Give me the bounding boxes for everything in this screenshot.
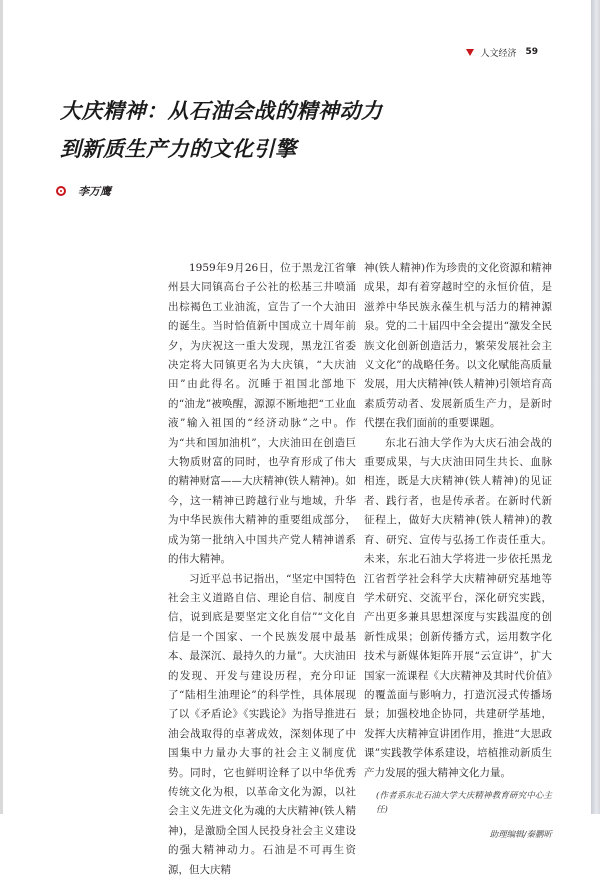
section-name: 人文经济	[480, 46, 516, 59]
title-line-1: 大庆精神：从石油会战的精神动力	[60, 92, 490, 130]
text-column-left	[168, 259, 356, 880]
paragraph: 习近平总书记指出，“坚定中国特色社会主义道路自信、理论自信、制度自信，说到底是要坚定文化自信”“文化自信是一个国家、一个民族发展中最基本、最深沉、最持久的力量”。大庆油田的发现、开发与建设历程，充分印证了“陆相生油理论”的科学性，具体展现了以《矛盾论》《实践论》为指导推进石油会战取得的卓著成效，深刻体现了中国集中力量办大事的社会主义制度优势。同时，它也鲜明诠释了以中华优秀传统文化为根，以革命文化为源，以社会主义先进文化为魂的大庆精神(铁人精神)，是激励全国人民投身社会主义建设的强大精神动力。石油是不可再生资源，但大庆精	[168, 570, 356, 880]
running-header	[466, 45, 538, 59]
title-line-2: 到新质生产力的文化引擎	[60, 130, 490, 168]
author-byline	[56, 183, 111, 199]
author-note: (作者系东北石油大学大庆精神教育研究中心主任)	[364, 789, 552, 817]
page-number: 59	[525, 47, 538, 57]
author-name: 李万鹰	[78, 183, 111, 199]
paragraph: 神(铁人精神)作为珍贵的文化资源和精神成果，却有着穿越时空的永恒价值，是滋养中华民族永葆生机与活力的精神源泉。党的二十届四中全会提出“激发全民族文化创新创造活力，繁荣发展社会主义文化”的战略任务。以文化赋能高质量发展，用大庆精神(铁人精神)引领培育高素质劳动者、发展新质生产力，是新时代摆在我们面前的重要课题。	[364, 259, 552, 434]
editor-credit: 助理编辑/秦鹏昕	[364, 826, 552, 845]
paragraph: 东北石油大学作为大庆石油会战的重要成果，与大庆油田同生共长、血脉相连，既是大庆精神(铁人精神)的见证者、践行者，也是传承者。在新时代新征程上，做好大庆精神(铁人精神)的教育、研究、宣传与弘扬工作责任重大。未来，东北石油大学将进一步依托黑龙江省哲学社会科学大庆精神研究基地等学术研究、交流平台，深化研究实践，产出更多兼具思想深度与实践温度的创新性成果；创新传播方式，运用数字化技术与新媒体矩阵开展“云宣讲”，扩大国家一流课程《大庆精神及其时代价值》的覆盖面与影响力，打造沉浸式传播场景；加强校地企协同，共建研学基地，发挥大庆精神宣讲团作用，推进“大思政课”实践教学体系建设，培植推动新质生产力发展的强大精神文化力量。	[364, 434, 552, 783]
text-column-right	[364, 259, 552, 845]
red-triangle-icon	[466, 49, 474, 56]
page-side-stripe	[591, 0, 600, 814]
red-bullet-icon	[56, 186, 66, 196]
article-title	[60, 92, 490, 168]
page-edge	[0, 0, 3, 814]
paragraph: 1959年9月26日，位于黑龙江省肇州县大同镇高台子公社的松基三井喷涌出棕褐色工业油流，宣告了一个大油田的诞生。当时恰值新中国成立十周年前夕，为庆祝这一重大发现，黑龙江省委决定将大同镇更名为大庆镇，“大庆油田”由此得名。沉睡于祖国北部地下的“油龙”被唤醒，源源不断地把“工业血液”输入祖国的“经济动脉”之中。作为“共和国加油机”，大庆油田在创造巨大物质财富的同时，也孕育形成了伟大的精神财富——大庆精神(铁人精神)。如今，这一精神已跨越行业与地域，升华为中华民族伟大精神的重要组成部分，成为第一批纳入中国共产党人精神谱系的伟大精神。	[168, 259, 356, 570]
